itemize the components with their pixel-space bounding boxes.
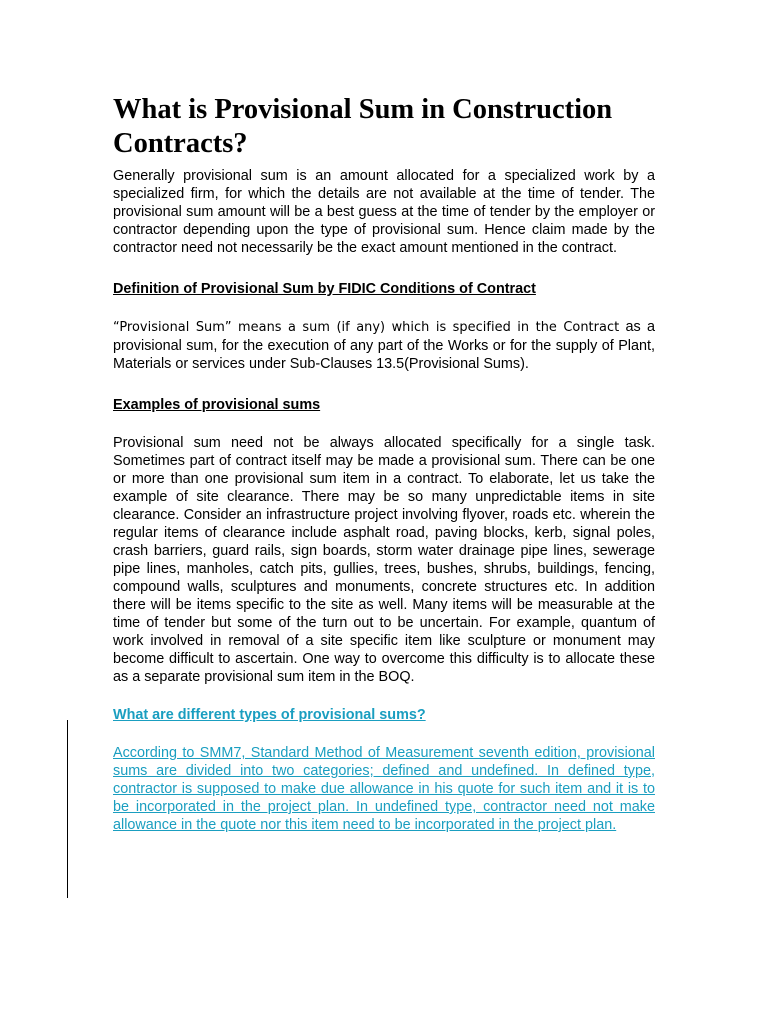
- definition-paragraph: [113, 318, 655, 373]
- intro-paragraph: Generally provisional sum is an amount allocated for a specialized work by a specialized firm, for which the details are not available at the time of tender. The provisional sum amount will be a best guess at the time of tender by the employer or contractor depending upon the type of provisional sum. Hence claim made by the contractor need not necessarily be the exact amount mentioned in the contract.: [113, 168, 655, 256]
- types-paragraph-link[interactable]: According to SMM7, Standard Method of Measurement seventh edition, provisional sums are divided into two categories; defined and undefined. In defined type, contractor is supposed to make due allowance in his quote for such item and it is to be incorporated in the project plan. In undefined type, contractor need not make allowance in the quote nor this item need to be incorporated in the project plan.: [113, 745, 655, 833]
- page-title: What is Provisional Sum in Construction Contracts?: [113, 94, 613, 159]
- margin-change-bar: [67, 720, 68, 898]
- examples-paragraph: Provisional sum need not be always allocated specifically for a single task. Sometimes part of contract itself may be made a provisional sum. There can be one or more than one provisional sum item in a contract. To elaborate, let us take the example of site clearance. There may be so many unpredictable items in site clearance. Consider an infrastructure project involving flyover, roads etc. wherein the regular items of clearance include asphalt road, paving blocks, kerb, signal poles, crash barriers, guard rails, sign boards, storm water drainage pipe lines, sewerage pipe lines, manholes, catch pits, gullies, trees, bushes, shrubs, buildings, fencing, compound walls, sculptures and monuments, concrete structures etc. In addition there will be items specific to the site as well. Many items will be measurable at the time of tender but some of the turn out to be uncertain. For example, quantum of work involved in removal of a site specific item like sculpture or monument may become difficult to ascertain. One way to overcome this difficulty is to allocate these as a separate provisional sum item in the BOQ.: [113, 435, 655, 685]
- document-page: [113, 93, 655, 834]
- examples-heading: Examples of provisional sums: [113, 397, 321, 413]
- definition-quote: “Provisional Sum” means a sum (if any) which is specified in the Contract: [113, 320, 620, 335]
- types-heading-link[interactable]: What are different types of provisional sums?: [113, 707, 426, 723]
- definition-body: as a provisional sum, for the execution of any part of the Works or for the supply of Plant, Materials or services under Sub-Clauses 13.5(Provisional Sums).: [113, 319, 655, 372]
- definition-heading: Definition of Provisional Sum by FIDIC Conditions of Contract: [113, 281, 536, 297]
